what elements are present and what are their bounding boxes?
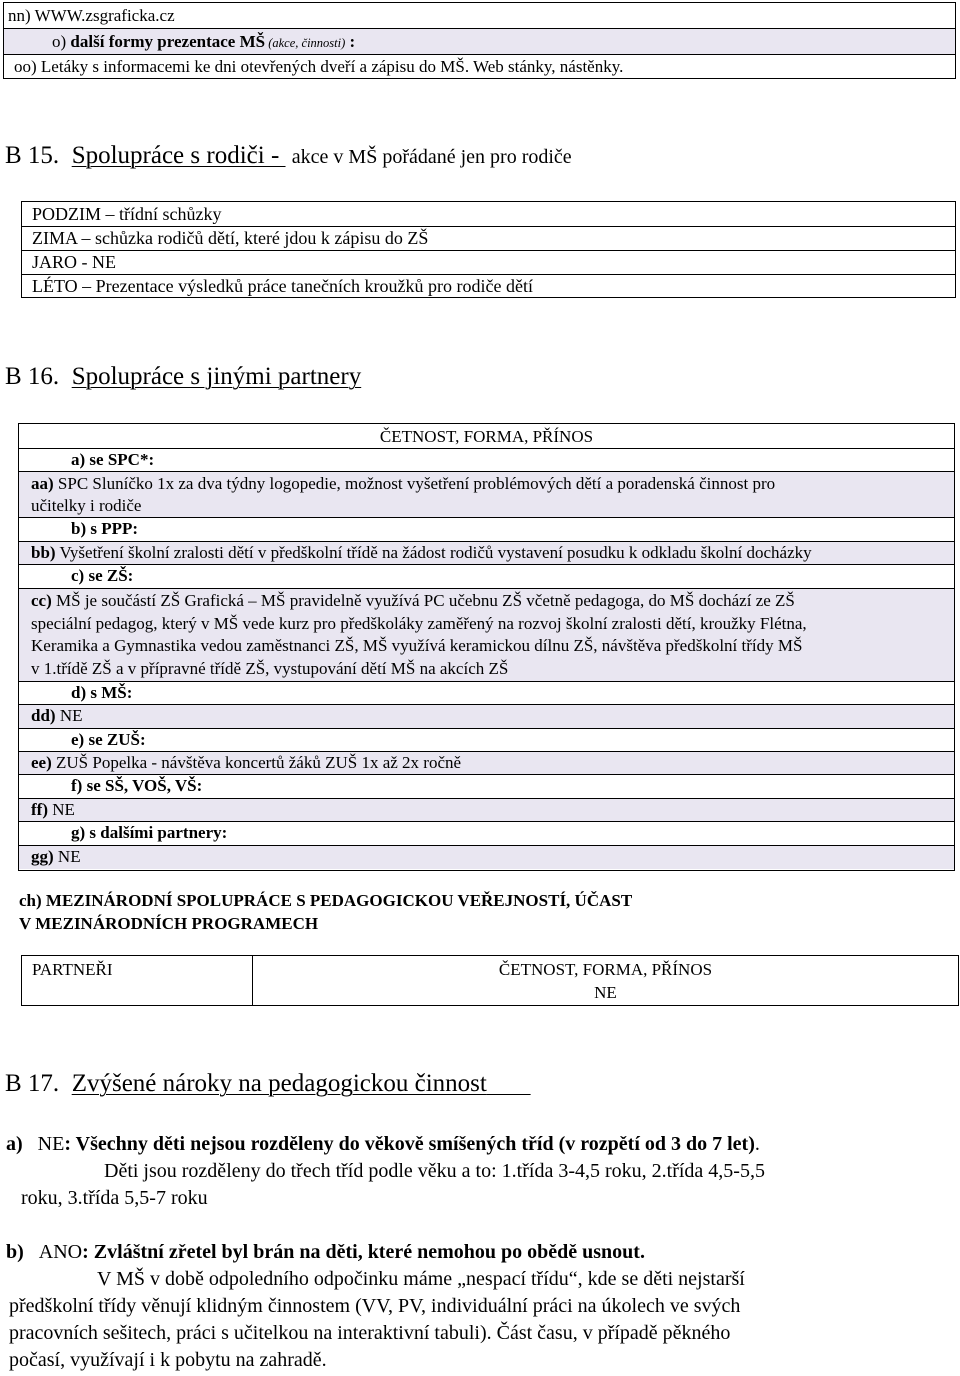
b17-heading xyxy=(5,1070,531,1098)
row-b-ppp xyxy=(19,517,954,541)
ch-line1: ch) MEZINÁRODNÍ SPOLUPRÁCE S PEDAGOGICKOU VEŘEJNOSTÍ, ÚČAST xyxy=(19,891,633,910)
b17-b-label: b) xyxy=(6,1241,24,1263)
cc-line1: MŠ je součástí ZŠ Grafická – MŠ pravidelně využívá PC učebnu ZŠ včetně pedagoga, do MŠ dochází ze ZŠ xyxy=(51,591,795,610)
b15-row-text: LÉTO – Prezentace výsledků práce tanečních kroužků pro rodiče dětí xyxy=(32,276,533,296)
prefix-cc: cc) xyxy=(31,591,52,610)
row-e-zus xyxy=(19,728,954,751)
b15-row-summer xyxy=(22,274,955,298)
partners-label: PARTNEŘI xyxy=(32,960,113,979)
label-d: d) s MŠ: xyxy=(71,683,133,702)
label-c: c) se ZŠ: xyxy=(71,566,134,585)
prefix-gg: gg) xyxy=(31,847,54,866)
row-ff xyxy=(19,798,954,821)
partners-value: NE xyxy=(594,983,617,1002)
b17-a-dot: . xyxy=(754,1133,760,1155)
row-c-zs xyxy=(19,564,954,588)
leaflets-text: oo) Letáky s informacemi ke dni otevřených dveří a zápisu do MŠ. Web stánky, nástěnky. xyxy=(14,57,624,76)
aa-line1: SPC Sluníčko 1x za dva týdny logopedie, možnost vyšetření problémových dětí a poradenská činnost pro xyxy=(53,474,776,493)
b17-b-line2: V MŠ v době odpoledního odpočinku máme „nespací třídu“, kde se děti nejstarší xyxy=(97,1268,745,1290)
b15-row-spring xyxy=(22,250,955,274)
row-f-ss xyxy=(19,774,954,798)
b15-table xyxy=(21,201,956,298)
b17-a-bold: : Všechny děti nejsou rozděleny do věkově smíšených tříd (v rozpětí od 3 do 7 let) xyxy=(64,1133,755,1155)
row-bb xyxy=(19,541,954,564)
b15-row-winter xyxy=(22,226,955,250)
prefix-ee: ee) xyxy=(31,753,52,772)
row-ee xyxy=(19,751,954,774)
b17-title-underline xyxy=(487,1070,531,1097)
b15-row-text: ZIMA – schůzka rodičů dětí, které jdou k zápisu do ZŠ xyxy=(32,228,429,248)
cc-line3: Keramika a Gymnastika vedou zaměstnanci ZŠ, MŠ využívá keramickou dílnu ZŠ, návštěva předškolní třídy MŠ xyxy=(31,636,803,655)
prefix-ff: ff) xyxy=(31,800,48,819)
ff-text: NE xyxy=(47,800,75,819)
row-cc xyxy=(19,588,954,681)
row-a-spc xyxy=(19,448,954,471)
label-e: e) se ZUŠ: xyxy=(71,730,146,749)
b16-heading xyxy=(5,363,361,391)
item-letter: o) xyxy=(52,32,71,51)
b17-a-answer: NE xyxy=(37,1133,65,1155)
b17-b-bold: : Zvláštní zřetel byl brán na děti, které nemohou po obědě usnout. xyxy=(82,1241,645,1263)
ch-international-heading xyxy=(19,889,632,935)
row-aa xyxy=(19,471,954,517)
gg-text: NE xyxy=(53,847,81,866)
b17-b-answer: ANO xyxy=(38,1241,83,1263)
web-text: nn) WWW.zsgraficka.cz xyxy=(8,6,175,25)
partners-table xyxy=(21,955,959,1006)
row-g-other xyxy=(19,821,954,845)
b16-header: ČETNOST, FORMA, PŘÍNOS xyxy=(379,427,594,446)
b15-row-text: PODZIM – třídní schůzky xyxy=(32,204,222,224)
presentation-italic: (akce, činnosti) xyxy=(265,36,346,50)
b17-number: B 17. xyxy=(5,1070,60,1097)
b15-number: B 15. xyxy=(5,142,60,169)
b15-heading xyxy=(5,142,572,170)
b16-table xyxy=(18,423,955,871)
presentation-bold: další formy prezentace MŠ xyxy=(70,32,266,51)
cc-line4: v 1.třídě ZŠ a v přípravné třídě ZŠ, vystupování dětí MŠ na akcích ZŠ xyxy=(31,658,509,678)
b17-b-line5: počasí, využívají i k pobytu na zahradě. xyxy=(9,1349,327,1371)
b16-header-row xyxy=(19,424,954,448)
bb-text: Vyšetření školní zralosti dětí v předškolní třídě na žádost rodičů vystavení posudku k odkladu školní docházky xyxy=(55,543,812,562)
label-a: a) se SPC*: xyxy=(71,450,155,469)
row-dd xyxy=(19,704,954,728)
ee-text: ZUŠ Popelka - návštěva koncertů žáků ZUŠ 1x až 2x ročně xyxy=(51,753,462,772)
b15-subtitle: akce v MŠ pořádané jen pro rodiče xyxy=(291,146,572,168)
b17-a-label: a) xyxy=(6,1133,23,1155)
dd-text: NE xyxy=(55,706,83,725)
label-g: g) s dalšími partnery: xyxy=(71,823,228,842)
b17-a-line3: roku, 3.třída 5,5-7 roku xyxy=(21,1187,208,1209)
prefix-bb: bb) xyxy=(31,543,56,562)
b15-title: Spolupráce s rodiči - xyxy=(71,142,286,169)
label-f: f) se SŠ, VOŠ, VŠ: xyxy=(71,776,203,795)
b17-title: Zvýšené nároky na pedagogickou činnost xyxy=(71,1070,487,1097)
top-row-presentation xyxy=(4,28,955,54)
b16-number: B 16. xyxy=(5,363,60,390)
top-row-leaflets xyxy=(4,54,955,78)
top-row-web xyxy=(4,3,955,28)
row-d-ms xyxy=(19,681,954,704)
b17-a-line2: Děti jsou rozděleny do třech tříd podle věku a to: 1.třída 3-4,5 roku, 2.třída 4,5-5,5 xyxy=(104,1160,765,1182)
partners-header: ČETNOST, FORMA, PŘÍNOS xyxy=(498,960,713,979)
b15-row-text: JARO - NE xyxy=(32,252,116,272)
top-table xyxy=(3,2,956,79)
cc-line2: speciální pedagog, který v MŠ vede kurz pro předškoláky zaměřený na rozvoj školní zralosti dětí, kroužky Flétna, xyxy=(31,613,807,633)
aa-line2: učitelky i rodiče xyxy=(31,496,142,515)
row-gg xyxy=(19,845,954,869)
ch-line2: V MEZINÁRODNÍCH PROGRAMECH xyxy=(19,914,319,933)
presentation-colon: : xyxy=(345,32,356,51)
prefix-dd: dd) xyxy=(31,706,56,725)
b17-b-line3: předškolní třídy věnují klidným činnostem (VV, PV, individuální práci na úkolech ve svých xyxy=(9,1295,741,1317)
b16-title: Spolupráce s jinými partnery xyxy=(71,363,362,390)
b17-item-b xyxy=(6,1241,645,1264)
b17-b-line4: pracovních sešitech, práci s učitelkou na interaktivní tabuli). Část času, v případě pěkného xyxy=(9,1322,731,1344)
b17-item-a xyxy=(6,1133,760,1156)
label-b: b) s PPP: xyxy=(71,519,139,538)
b15-row-autumn xyxy=(22,202,955,226)
prefix-aa: aa) xyxy=(31,474,54,493)
